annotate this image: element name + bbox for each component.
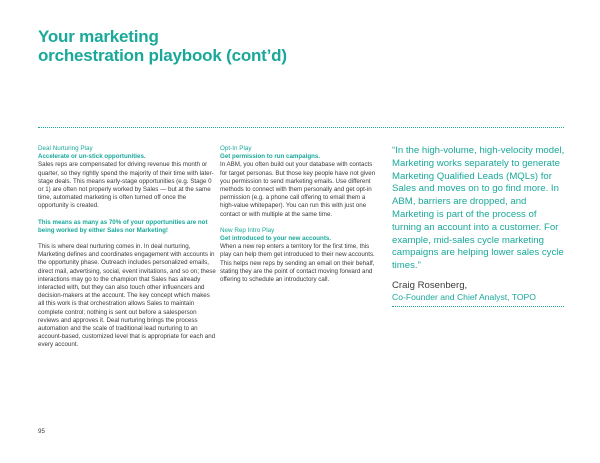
page-title-line-2: orchestration playbook (cont’d) — [38, 46, 287, 65]
deal-nurturing-kicker: Deal Nurturing Play — [38, 145, 93, 152]
quote-divider — [392, 306, 564, 307]
new-rep-subhead: Get introduced to your new accounts. — [220, 235, 332, 243]
plays-column — [220, 145, 380, 284]
section-divider — [38, 127, 564, 128]
pull-quote — [392, 145, 567, 307]
opt-in-kicker: Opt-In Play — [220, 145, 252, 152]
deal-nurturing-subhead: Accelerate or un-stick opportunities. — [38, 153, 146, 161]
deal-nurturing-paragraph-2: This is where deal nurturing comes in. In deal nurturing, Marketing defines and coordinates engagement with accounts in the opportunity phase. Outreach includes personalized emails, direct mail, advertising, social, event invitations, and so on; these interactions may go to the champion that Sales has already interacted with, but they can also touch other influencers and decision-makers at the account. The key concept which makes all this work is that orchestration allows Sales to maintain complete control; nothing is sent out before a salesperson reviews and approves it. Deal nurturing brings the process automation and the scale of traditional lead nurturing to an account-based, customized level that is appropriate for each and every account. — [38, 243, 216, 349]
new-rep-paragraph: When a new rep enters a territory for the first time, this play can help them get introduced to their new accounts. This helps new reps by sending an email on their behalf, stating they are the point of contact moving forward and offering to schedule an introductory call. — [220, 243, 375, 284]
new-rep-kicker: New Rep Intro Play — [220, 226, 275, 234]
opt-in-paragraph: In ABM, you often build out your database with contacts for target personas. But those key people have not given you permission to send marketing emails. Use different methods to connect with them personally and get opt-in permission (e.g. a phone call offering to email them a high-value whitepaper). You can run this with just one contact or with multiple at the same time. — [220, 161, 376, 218]
quote-author-name: Craig Rosenberg, — [392, 279, 468, 291]
page-title — [38, 27, 398, 65]
deal-nurturing-paragraph-1: Sales reps are compensated for driving revenue this month or quarter, so they rightly spend the majority of their time with later-stage deals. This means early-stage opportunities (e.g. Stage 0 or 1) are often not properly worked by Sales — but at the same time, automated marketing is often turned off once the opportunity is created. — [38, 161, 214, 210]
quote-author-role: Co-Founder and Chief Analyst, TOPO — [392, 291, 536, 302]
deal-nurturing-column — [38, 145, 216, 350]
quote-text: “In the high-volume, high-velocity model, Marketing works separately to generate Marketing Qualified Leads (MQLs) for Sales and moves on to go find more. In ABM, barriers are dropped, and Marketing is part of the process of turning an account into a customer. For example, mid-sales cycle marketing campaigns are helping lower sales cycle times.” — [392, 145, 565, 272]
opt-in-subhead: Get permission to run campaigns. — [220, 153, 321, 161]
page-title-line-1: Your marketing — [38, 27, 159, 46]
deal-nurturing-highlight: This means as many as 70% of your opportunities are not being worked by either Sales nor Marketing! — [38, 218, 208, 234]
page-number: 95 — [38, 428, 45, 435]
